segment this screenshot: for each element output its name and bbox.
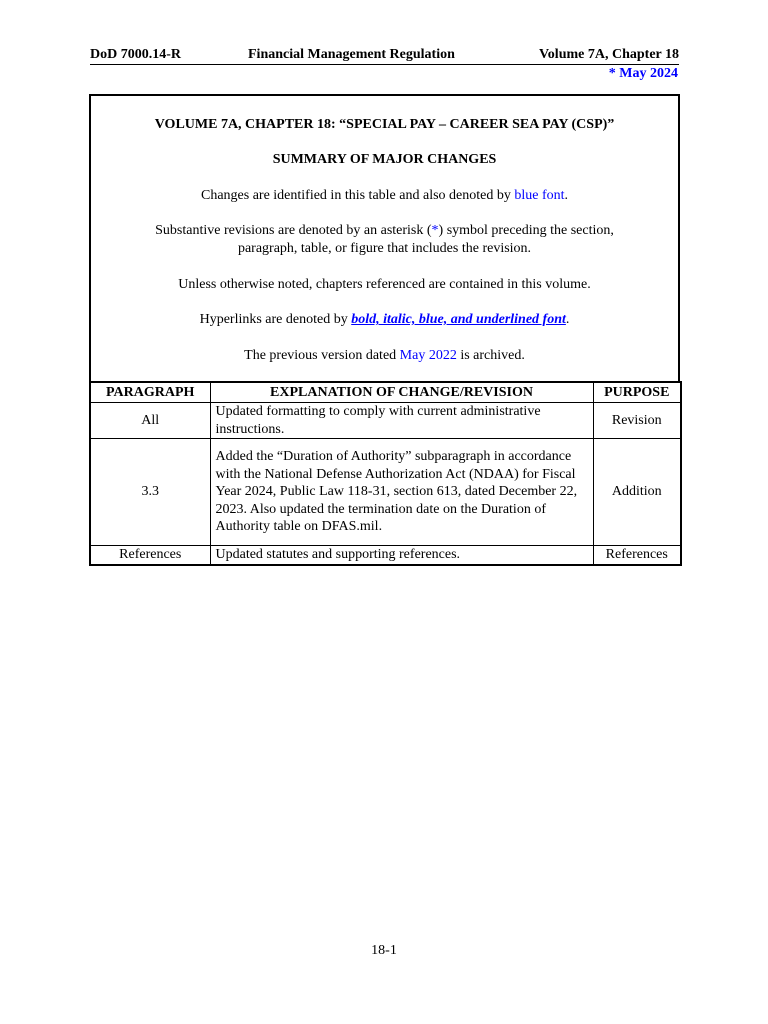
summary-paragraph-asterisk <box>91 222 678 239</box>
header-date: * May 2024 <box>608 66 678 81</box>
doc-id: DoD 7000.14-R <box>90 47 181 62</box>
p2-text: Substantive revisions are denoted by an asterisk ( <box>155 223 432 238</box>
paragraph-cell: References <box>90 546 210 565</box>
column-header-purpose: PURPOSE <box>593 382 681 403</box>
purpose-cell: Addition <box>593 439 681 546</box>
summary-heading: SUMMARY OF MAJOR CHANGES <box>272 152 497 167</box>
p2-text-end: ) symbol preceding the section, <box>438 223 614 238</box>
summary-paragraph-asterisk-line2: paragraph, table, or figure that includes the revision. <box>237 241 532 256</box>
p4-text: Hyperlinks are denoted by <box>199 312 352 327</box>
column-header-explanation: EXPLANATION OF CHANGE/REVISION <box>210 382 593 403</box>
doc-title: Financial Management Regulation <box>248 47 455 62</box>
table-header-row <box>90 382 681 403</box>
asterisk-symbol: * <box>431 223 439 238</box>
summary-box <box>89 94 680 383</box>
purpose-cell: Revision <box>593 403 681 439</box>
blue-font-example: blue font <box>514 188 565 203</box>
p5-text: The previous version dated <box>244 348 400 363</box>
p1-text: Changes are identified in this table and also denoted by <box>200 188 515 203</box>
summary-paragraph-hyperlinks <box>91 311 678 328</box>
explanation-cell: Updated formatting to comply with current administrative instructions. <box>210 403 593 439</box>
chapter-title: VOLUME 7A, CHAPTER 18: “SPECIAL PAY – CAREER SEA PAY (CSP)” <box>154 117 615 132</box>
page-header <box>90 47 679 65</box>
p1-end: . <box>564 188 568 203</box>
table-row <box>90 439 681 546</box>
explanation-cell: Added the “Duration of Authority” subparagraph in accordance with the National Defense Authorization Act (NDAA) for Fiscal Year 2024, Public Law 118-31, section 613, dated December 22, 2023. Also updated the termination date on the Duration of Authority table on DFAS.mil. <box>210 439 593 546</box>
summary-paragraph-references: Unless otherwise noted, chapters referenced are contained in this volume. <box>178 277 591 292</box>
p5-end: is archived. <box>456 348 525 363</box>
hyperlink-style-example[interactable]: bold, italic, blue, and underlined font <box>351 312 566 327</box>
paragraph-cell: 3.3 <box>90 439 210 546</box>
table-row <box>90 403 681 439</box>
table-row <box>90 546 681 565</box>
summary-paragraph-archived <box>91 347 678 364</box>
p4-end: . <box>565 312 570 327</box>
summary-paragraph-blue-font <box>91 187 678 204</box>
previous-version-date: May 2022 <box>399 348 457 363</box>
header-rule <box>90 64 679 65</box>
volume-chapter: Volume 7A, Chapter 18 <box>538 47 679 62</box>
page-number: 18-1 <box>371 943 397 958</box>
purpose-cell: References <box>593 546 681 565</box>
explanation-cell: Updated statutes and supporting references. <box>210 546 593 565</box>
changes-table <box>89 381 682 566</box>
paragraph-cell: All <box>90 403 210 439</box>
column-header-paragraph: PARAGRAPH <box>90 382 210 403</box>
